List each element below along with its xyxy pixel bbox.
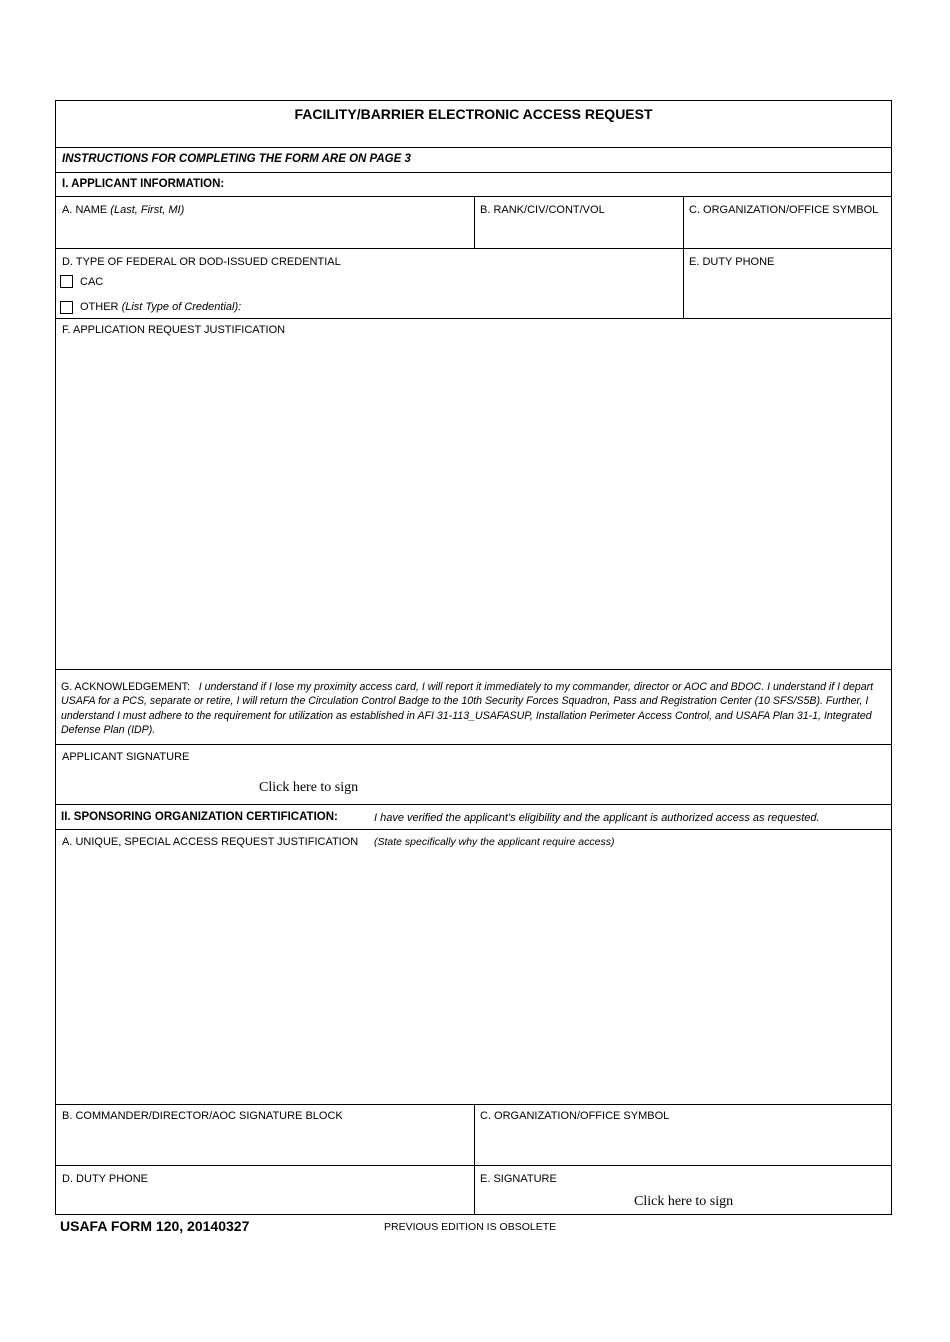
form-number: USAFA FORM 120, 20140327 [60,1218,250,1234]
name-label: A. NAME (Last, First, MI) [62,204,185,216]
commander-signature-block-label: B. COMMANDER/DIRECTOR/AOC SIGNATURE BLOCK [62,1110,343,1122]
applicant-sign-button[interactable]: Click here to sign [259,780,359,795]
justification-row [56,318,891,669]
cac-label: CAC [80,276,104,288]
other-credential-checkbox[interactable] [60,301,73,314]
applicant-signature-row [56,744,891,804]
applicant-org-label: C. ORGANIZATION/OFFICE SYMBOL [689,204,879,216]
rank-label: B. RANK/CIV/CONT/VOL [480,204,605,216]
acknowledgement-text: I understand if I lose my proximity access card, I will report it immediately to my commander, director or AOC and BDOC. I understand if I depart USAFA for a PCS, separate or retire, I will return the Circulation Control Badge to the 10th Security Forces Squadron, Pass and Registration Center (10 SFS/S5B). Further, I understand I must adhere to the requirement for utilization as established in AFI 31-113_USAFASUP, Installation Perimeter Access Control, and USAFA Plan 31-1, Integrated Defense Plan (IDP). [61,681,874,736]
section2-heading-row [56,804,891,829]
justification-label: F. APPLICATION REQUEST JUSTIFICATION [62,324,286,336]
acknowledgement-paragraph [61,680,883,737]
unique-justification-hint: (State specifically why the applicant require access) [374,836,615,848]
section1-heading: I. APPLICANT INFORMATION: [62,178,225,190]
section1-heading-row [56,172,891,196]
acknowledgement-label: G. ACKNOWLEDGEMENT: [61,681,190,693]
applicant-duty-phone-label: E. DUTY PHONE [689,256,775,268]
form-frame [55,100,892,1215]
certification-text: I have verified the applicant’s eligibility and the applicant is authorized access as requested. [374,812,820,824]
sponsor-signature-label: E. SIGNATURE [480,1173,557,1185]
commander-row [56,1104,891,1165]
form-title: FACILITY/BARRIER ELECTRONIC ACCESS REQUEST [294,106,653,122]
applicant-signature-label: APPLICANT SIGNATURE [62,751,190,763]
sponsor-sign-button[interactable]: Click here to sign [634,1194,734,1209]
credential-row [56,248,891,318]
cac-checkbox[interactable] [60,275,73,288]
credential-label: D. TYPE OF FEDERAL OR DOD-ISSUED CREDENTIAL [62,256,341,268]
sponsor-signature-row [56,1165,891,1214]
sponsor-duty-phone-label: D. DUTY PHONE [62,1173,148,1185]
applicant-name-row [56,196,891,248]
instructions-text: INSTRUCTIONS FOR COMPLETING THE FORM ARE ON PAGE 3 [62,153,411,165]
instructions-row [56,147,891,172]
section2-heading: II. SPONSORING ORGANIZATION CERTIFICATION: [61,811,338,823]
other-credential-label: OTHER (List Type of Credential): [80,301,242,313]
sponsor-org-label: C. ORGANIZATION/OFFICE SYMBOL [480,1110,670,1122]
unique-justification-label: A. UNIQUE, SPECIAL ACCESS REQUEST JUSTIFICATION [62,836,359,848]
unique-justification-row [56,829,891,1104]
acknowledgement-row [56,669,891,744]
obsolete-note: PREVIOUS EDITION IS OBSOLETE [384,1221,557,1233]
